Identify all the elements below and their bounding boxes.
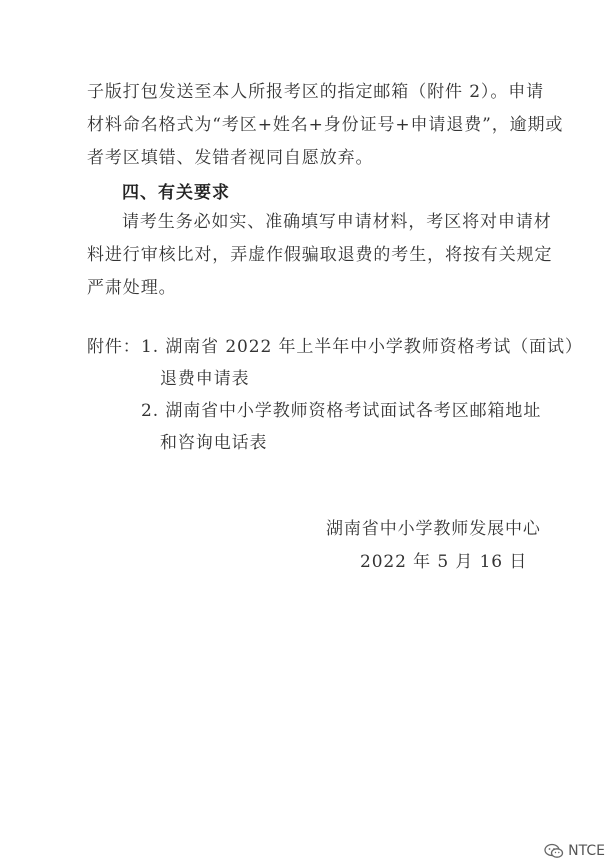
wechat-icon (544, 843, 564, 859)
attachment-2-line-1: 2. 湖南省中小学教师资格考试面试各考区邮箱地址 (141, 401, 542, 421)
paragraph-2-line-1: 请考生务必如实、准确填写申请材料，考区将对申请材 (122, 212, 552, 232)
attachments-label: 附件： (87, 337, 141, 357)
attachment-1-line-1: 1. 湖南省 2022 年上半年中小学教师资格考试（面试） (141, 337, 583, 357)
signature-organization: 湖南省中小学教师发展中心 (326, 519, 541, 539)
paragraph-1-line-1: 子版打包发送至本人所报考区的指定邮箱（附件 2）。申请 (87, 82, 545, 102)
watermark (544, 843, 605, 859)
signature-date: 2022 年 5 月 16 日 (360, 552, 528, 572)
paragraph-1-line-3: 者考区填错、发错者视同自愿放弃。 (87, 148, 374, 168)
attachment-2-line-2: 和咨询电话表 (160, 433, 268, 453)
watermark-text: NTCE (568, 843, 605, 859)
paragraph-2-line-3: 严肃处理。 (87, 278, 177, 298)
paragraph-1-line-2: 材料命名格式为“考区+姓名+身份证号+申请退费”，逾期或 (87, 115, 564, 135)
attachment-1-line-2: 退费申请表 (160, 369, 250, 389)
section-heading-requirements: 四、有关要求 (122, 183, 230, 203)
paragraph-2-line-2: 料进行审核比对，弄虚作假骗取退费的考生，将按有关规定 (87, 245, 553, 265)
